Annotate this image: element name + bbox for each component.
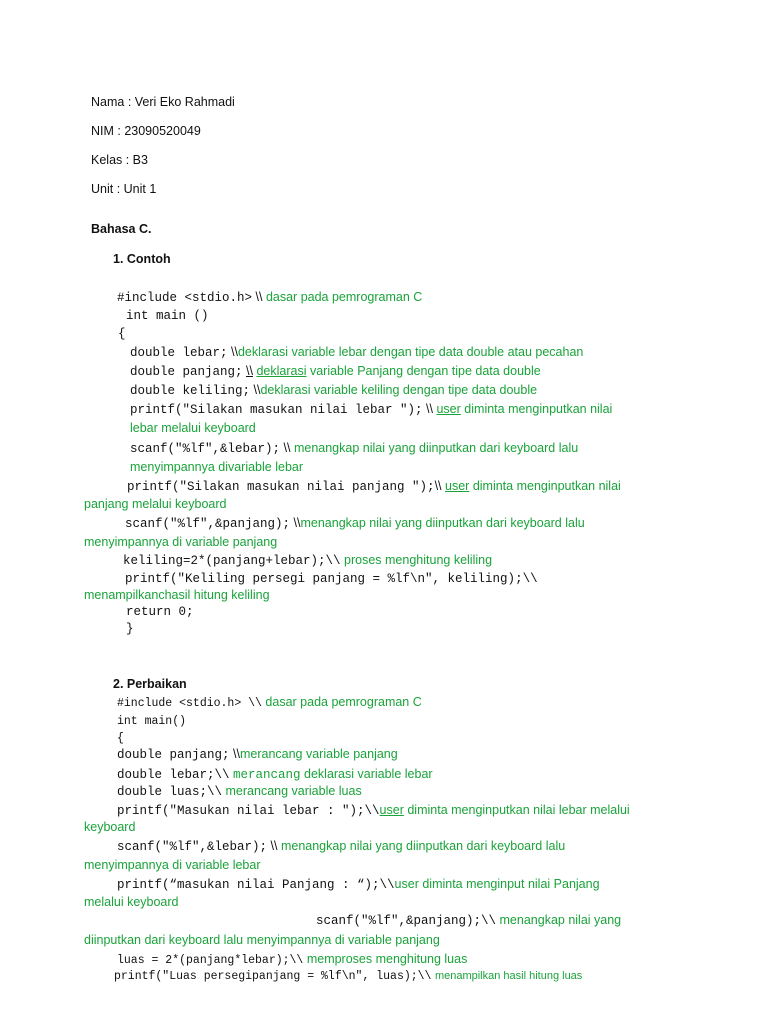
code: int main () (126, 309, 209, 323)
nama-line: Nama : Veri Eko Rahmadi (91, 95, 235, 109)
code: #include <stdio.h> (117, 291, 253, 305)
contoh-line-8 (130, 440, 578, 457)
comment: diminta menginputkan nilai lebar melalui (407, 803, 630, 817)
contoh-line-11 (123, 552, 492, 569)
code: scanf("%lf",&lebar); (117, 840, 268, 854)
comment-link: user (379, 803, 404, 817)
code: printf("Silakan masukan nilai lebar "); (130, 403, 423, 417)
code: double luas;\\ (117, 785, 223, 799)
contoh-line-4 (130, 344, 583, 361)
contoh-line-8-cont: menyimpannya divariable lebar (130, 460, 304, 474)
perbaikan-line-7 (117, 802, 630, 819)
contoh-line-10-cont: menyimpannya di variable panjang (84, 535, 278, 549)
contoh-line-3 (118, 325, 126, 342)
perbaikan-line-2 (117, 712, 186, 730)
code: double panjang; (117, 748, 230, 762)
comment: user diminta menginput nilai Panjang (394, 877, 600, 891)
contoh-line-12 (125, 570, 538, 587)
comment: memproses menghitung luas (306, 952, 468, 966)
code: scanf("%lf",&lebar); (130, 442, 281, 456)
nim-line: NIM : 23090520049 (91, 124, 201, 138)
comment: menampilkan hasil hitung luas (434, 970, 583, 982)
comment-sep: \\ (283, 441, 291, 455)
perbaikan-line-7-cont: keyboard (84, 820, 136, 834)
code: luas = 2*(panjang*lebar);\\ (117, 954, 304, 967)
code: double lebar;\\ (117, 768, 230, 782)
perbaikan-line-8 (117, 838, 565, 855)
comment: merancang variable panjang (239, 747, 398, 761)
unit-line: Unit : Unit 1 (91, 182, 157, 196)
comment-sep: \\ (233, 747, 240, 761)
kelas-line: Kelas : B3 (91, 153, 148, 167)
code: printf("Silakan masukan nilai panjang "); (127, 480, 435, 494)
perbaikan-line-9-cont: melalui keyboard (84, 895, 179, 909)
comment-link: user (436, 402, 461, 416)
contoh-line-14 (126, 620, 134, 637)
contoh-line-1 (117, 289, 422, 306)
perbaikan-line-10 (316, 912, 621, 929)
comment: diminta menginputkan nilai (472, 479, 621, 493)
comment-link: deklarasi (256, 364, 307, 378)
perbaikan-line-12 (114, 967, 582, 985)
code: { (117, 732, 124, 745)
comment-sep: \\ (426, 402, 433, 416)
comment: deklarasi variable lebar (304, 767, 433, 781)
comment-sep: \\ (434, 479, 442, 493)
comment: diminta menginputkan nilai (464, 402, 613, 416)
comment: variable Panjang dengan tipe data double (309, 364, 541, 378)
code: { (118, 327, 126, 341)
code: scanf("%lf",&panjang); (125, 517, 291, 531)
comment: menangkap nilai yang diinputkan dari keyboard lalu (280, 839, 566, 853)
comment-sep: \\ (270, 839, 278, 853)
comment-sep: \\ (293, 516, 301, 530)
comment: dasar pada pemrograman C (265, 290, 423, 304)
perbaikan-line-1 (117, 694, 422, 712)
code: double lebar; (130, 346, 228, 360)
contoh-heading: 1. Contoh (113, 252, 171, 266)
code: printf("Keliling persegi panjang = %lf\n", keliling);\\ (125, 572, 538, 586)
comment-sep: \\ (255, 290, 263, 304)
comment: proses menghitung keliling (344, 553, 493, 567)
perbaikan-line-10-cont: diinputkan dari keyboard lalu menyimpannya di variable panjang (84, 933, 440, 947)
code: scanf("%lf",&panjang);\\ (316, 914, 497, 928)
perbaikan-line-3 (117, 729, 124, 747)
comment: menangkap nilai yang (499, 913, 622, 927)
comment-sep: \\ (246, 364, 253, 378)
comment: deklarasi variable keliling dengan tipe data double (260, 383, 538, 397)
comment-sep: \\ (231, 345, 238, 359)
code: printf(“masukan nilai Panjang : “);\\ (117, 878, 395, 892)
code: printf("Luas persegipanjang = %lf\n", luas);\\ (114, 970, 432, 983)
perbaikan-line-5 (117, 766, 433, 783)
contoh-line-7 (130, 401, 612, 418)
contoh-line-5 (130, 363, 541, 380)
contoh-line-7-cont: lebar melalui keyboard (130, 421, 256, 435)
perbaikan-line-9 (117, 876, 600, 893)
comment: merancang variable luas (225, 784, 362, 798)
contoh-line-13 (126, 603, 194, 620)
comment: menangkap nilai yang diinputkan dari keyboard lalu (293, 441, 579, 455)
code: } (126, 622, 134, 636)
comment-link: user (445, 479, 470, 493)
contoh-line-6 (130, 382, 537, 399)
comment: menangkap nilai yang diinputkan dari keyboard lalu (300, 516, 585, 530)
comment-sep: \\ (253, 383, 261, 397)
comment: deklarasi variable lebar dengan tipe data double atau pecahan (237, 345, 584, 359)
perbaikan-line-6 (117, 783, 362, 800)
code: #include <stdio.h> \\ (117, 697, 262, 710)
contoh-line-2 (126, 307, 209, 324)
perbaikan-line-4 (117, 746, 398, 763)
contoh-line-12-cont: menampilkanchasil hitung keliling (84, 588, 270, 602)
comment-code: merancang (233, 768, 301, 782)
code: keliling=2*(panjang+lebar);\\ (123, 554, 341, 568)
contoh-line-9 (127, 478, 621, 495)
code: double panjang; (130, 365, 243, 379)
contoh-line-10 (125, 515, 585, 532)
perbaikan-line-8-cont: menyimpannya di variable lebar (84, 858, 261, 872)
code: printf("Masukan nilai lebar : ");\\ (117, 804, 380, 818)
code: return 0; (126, 605, 194, 619)
section-title: Bahasa C. (91, 222, 152, 236)
code: double keliling; (130, 384, 251, 398)
comment: dasar pada pemrograman C (265, 695, 422, 709)
perbaikan-heading: 2. Perbaikan (113, 677, 187, 691)
contoh-line-9-cont: panjang melalui keyboard (84, 497, 227, 511)
code: int main() (117, 715, 187, 728)
